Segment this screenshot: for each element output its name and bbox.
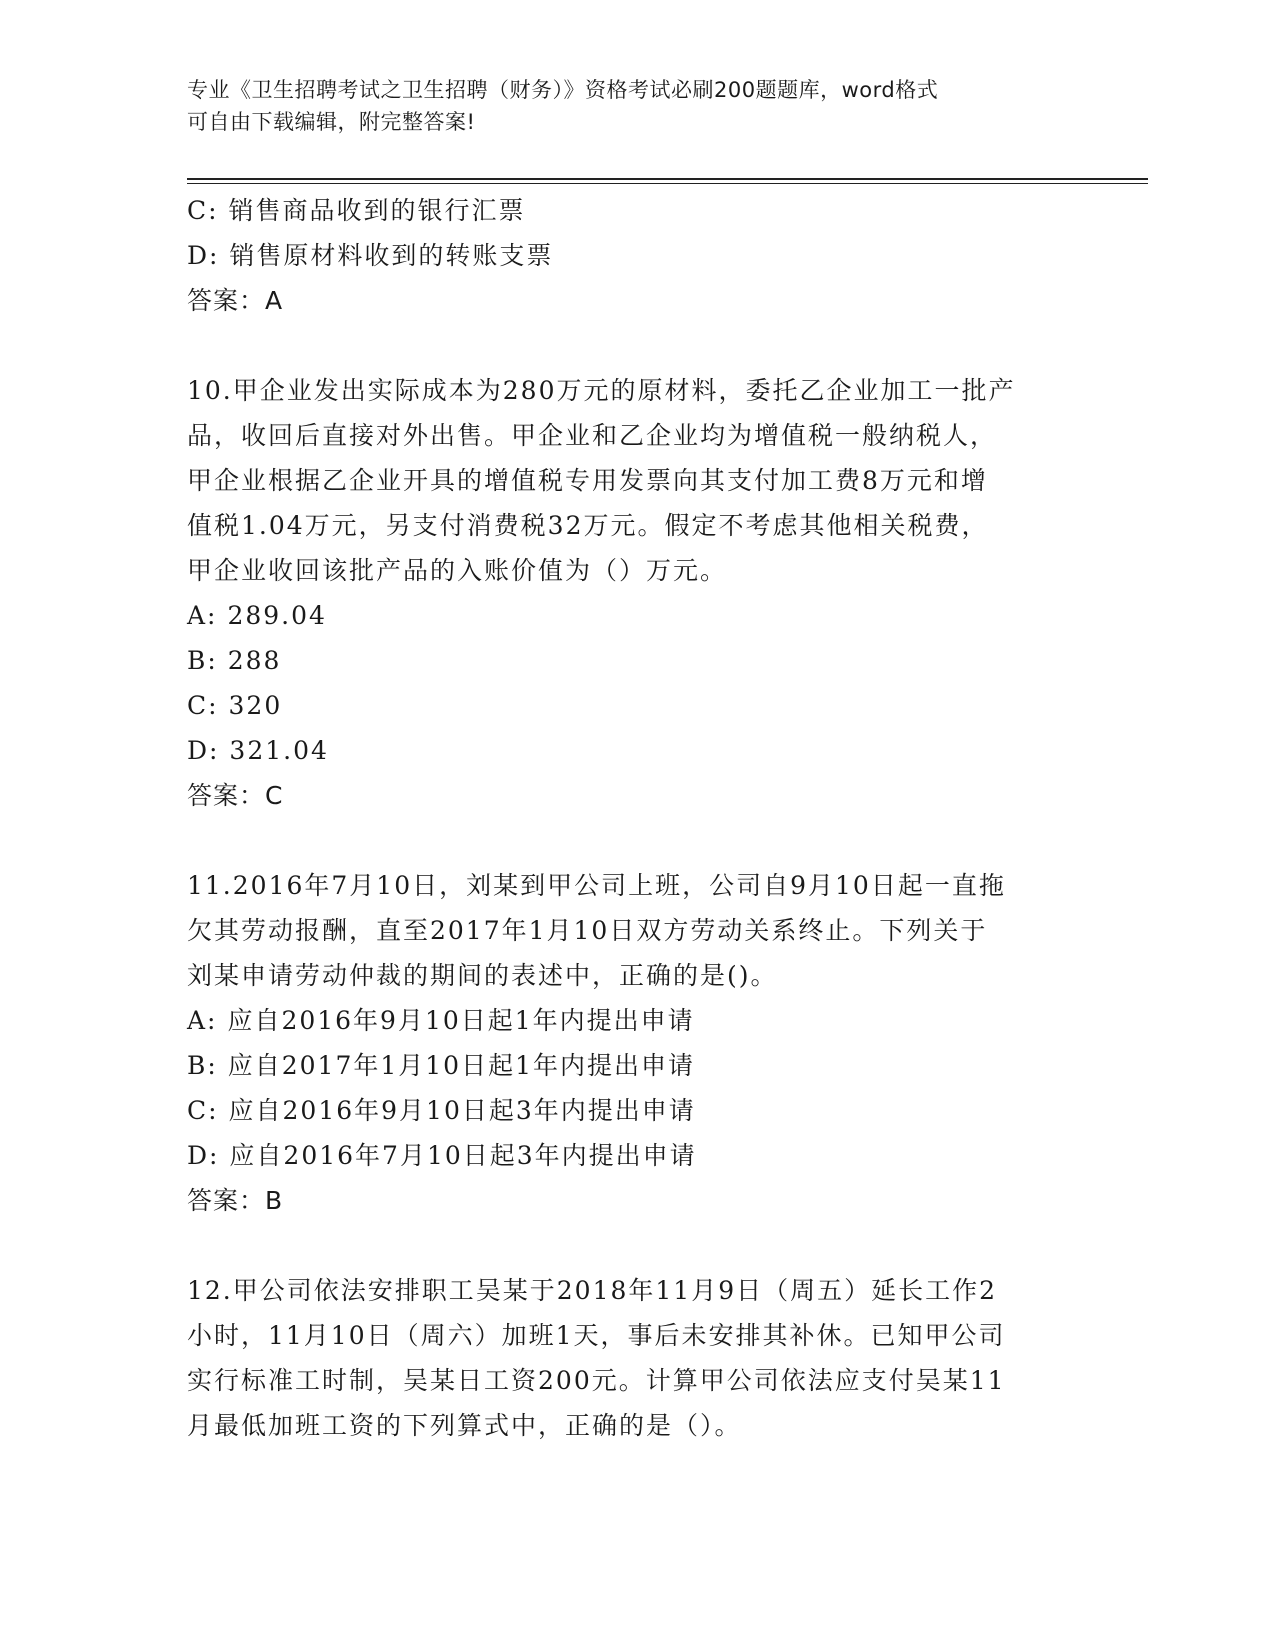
answer: 答案：C bbox=[187, 781, 284, 810]
option-c: C: 销售商品收到的银行汇票 bbox=[187, 196, 526, 225]
header-rule-thick bbox=[187, 178, 1148, 180]
option-a: A: 289.04 bbox=[187, 601, 327, 630]
option-d: D: 应自2016年7月10日起3年内提出申请 bbox=[187, 1141, 697, 1170]
question-text-line: 12.甲公司依法安排职工吴某于2018年11月9日（周五）延长工作2 bbox=[187, 1276, 998, 1305]
question-text-line: 小时，11月10日（周六）加班1天，事后未安排其补休。已知甲公司 bbox=[187, 1321, 1006, 1350]
option-a: A: 应自2016年9月10日起1年内提出申请 bbox=[187, 1006, 695, 1035]
question-11 bbox=[187, 863, 1087, 1223]
question-12 bbox=[187, 1268, 1087, 1448]
answer: 答案：B bbox=[187, 1186, 284, 1215]
answer: 答案：A bbox=[187, 286, 284, 315]
question-9-tail bbox=[187, 188, 1087, 323]
question-10 bbox=[187, 368, 1087, 818]
option-b: B: 288 bbox=[187, 646, 282, 675]
question-text-line: 10.甲企业发出实际成本为280万元的原材料，委托乙企业加工一批产 bbox=[187, 376, 1016, 405]
option-c: C: 应自2016年9月10日起3年内提出申请 bbox=[187, 1096, 696, 1125]
question-text-line: 刘某申请劳动仲裁的期间的表述中，正确的是()。 bbox=[187, 961, 778, 990]
document-body bbox=[187, 188, 1087, 1448]
question-text-line: 值税1.04万元，另支付消费税32万元。假定不考虑其他相关税费， bbox=[187, 511, 989, 540]
document-header bbox=[187, 74, 1067, 138]
header-line-2: 可自由下载编辑，附完整答案! bbox=[187, 110, 476, 134]
question-text-line: 月最低加班工资的下列算式中，正确的是（）。 bbox=[187, 1411, 742, 1440]
question-text-line: 甲企业收回该批产品的入账价值为（）万元。 bbox=[187, 556, 728, 585]
question-text-line: 品，收回后直接对外出售。甲企业和乙企业均为增值税一般纳税人， bbox=[187, 421, 998, 450]
question-text-line: 实行标准工时制，吴某日工资200元。计算甲公司依法应支付吴某11 bbox=[187, 1366, 1006, 1395]
question-text-line: 11.2016年7月10日，刘某到甲公司上班，公司自9月10日起一直拖 bbox=[187, 871, 1006, 900]
option-b: B: 应自2017年1月10日起1年内提出申请 bbox=[187, 1051, 695, 1080]
header-rule-thin bbox=[187, 183, 1148, 184]
question-text-line: 欠其劳动报酬，直至2017年1月10日双方劳动关系终止。下列关于 bbox=[187, 916, 988, 945]
option-d: D: 321.04 bbox=[187, 736, 329, 765]
header-line-1: 专业《卫生招聘考试之卫生招聘（财务）》资格考试必刷200题题库，word格式 bbox=[187, 78, 939, 102]
option-c: C: 320 bbox=[187, 691, 283, 720]
question-text-line: 甲企业根据乙企业开具的增值税专用发票向其支付加工费8万元和增 bbox=[187, 466, 988, 495]
option-d: D: 销售原材料收到的转账支票 bbox=[187, 241, 554, 270]
